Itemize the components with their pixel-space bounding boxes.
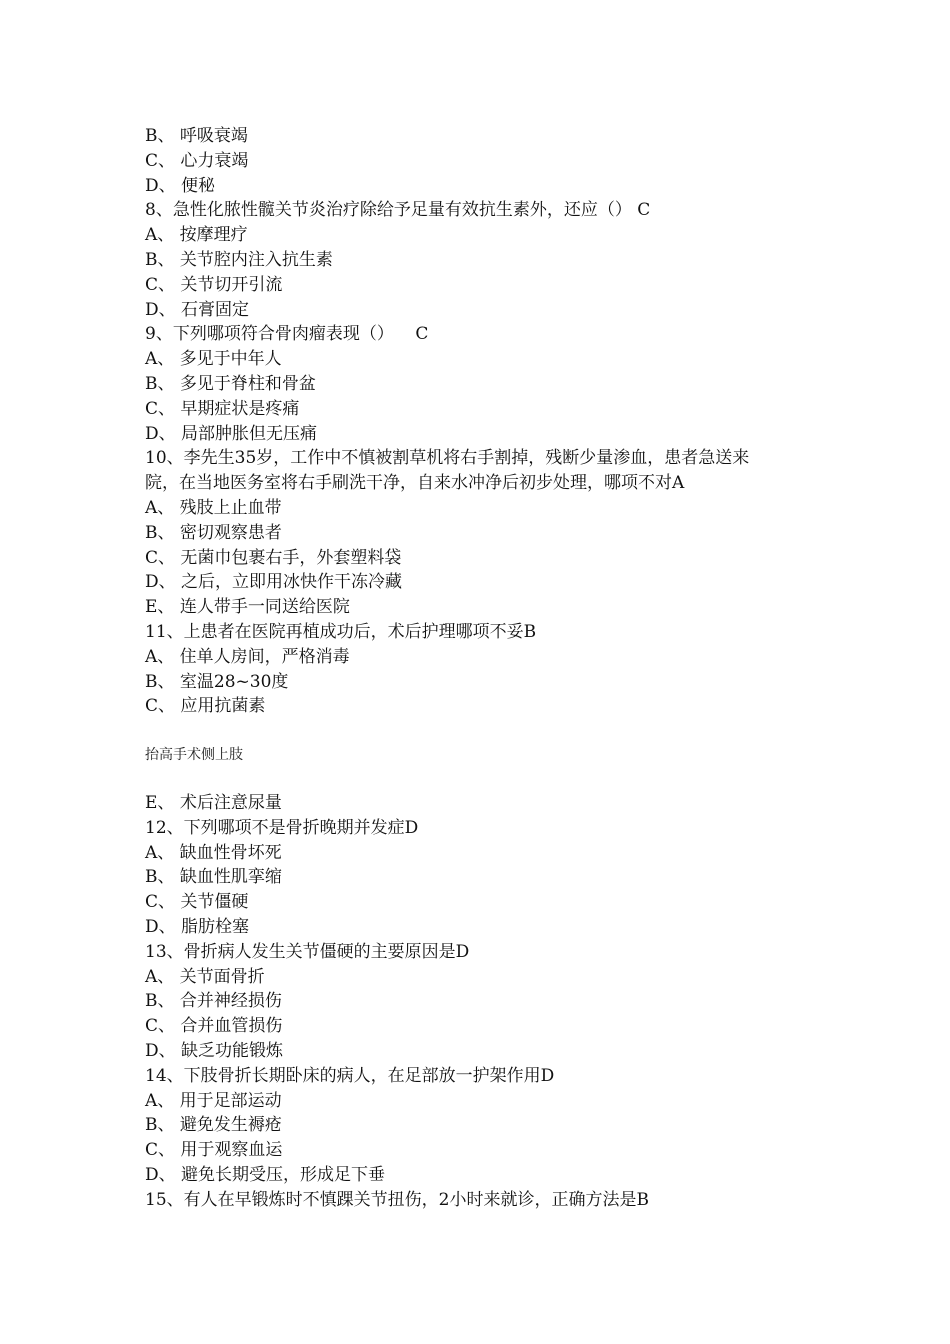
text-line: E、 连人带手一同送给医院 <box>145 597 350 618</box>
text-line: C、 合并血管损伤 <box>145 1016 283 1037</box>
text-line: D、 脂肪栓塞 <box>145 916 250 937</box>
text-line: A、 残肢上止血带 <box>145 497 282 518</box>
question-13: 13、骨折病人发生关节僵硬的主要原因是D <box>145 941 470 962</box>
text-line: D、 便秘 <box>145 175 216 196</box>
text-line: B、 密切观察患者 <box>145 522 282 543</box>
text-line: D、 之后，立即用冰快作干冻冷藏 <box>145 572 403 593</box>
text-line: B、 室温28~30度 <box>145 671 289 692</box>
question-12: 12、下列哪项不是骨折晚期并发症D <box>145 817 419 838</box>
text-line: D、 石膏固定 <box>145 299 250 320</box>
side-note: 抬高手术侧上肢 <box>145 747 243 763</box>
question-block-bottom <box>145 791 845 1213</box>
text-line: C、 关节僵硬 <box>145 892 249 913</box>
text-line: C、 用于观察血运 <box>145 1140 283 1161</box>
question-10-continued: 院，在当地医务室将右手刷洗干净，自来水冲净后初步处理，哪项不对A <box>145 473 685 494</box>
question-14: 14、下肢骨折长期卧床的病人，在足部放一护架作用D <box>145 1065 555 1086</box>
text-line: C、 早期症状是疼痛 <box>145 398 300 419</box>
text-line: B、 关节腔内注入抗生素 <box>145 249 333 270</box>
text-line: B、 避免发生褥疮 <box>145 1115 282 1136</box>
text-line: E、 术后注意尿量 <box>145 793 282 813</box>
question-15: 15、有人在早锻炼时不慎踝关节扭伤，2小时来就诊，正确方法是B <box>145 1189 649 1210</box>
text-line: D、 缺乏功能锻炼 <box>145 1040 284 1061</box>
text-line: A、 住单人房间，严格消毒 <box>145 646 350 667</box>
text-line: D、 避免长期受压，形成足下垂 <box>145 1164 386 1185</box>
text-line: A、 关节面骨折 <box>145 966 265 987</box>
question-8: 8、急性化脓性髋关节炎治疗除给予足量有效抗生素外，还应（） C <box>145 200 651 221</box>
text-line: B、 缺血性肌挛缩 <box>145 867 282 888</box>
text-line: C、 关节切开引流 <box>145 274 283 295</box>
question-11: 11、上患者在医院再植成功后，术后护理哪项不妥B <box>145 621 537 642</box>
text-line: A、 多见于中年人 <box>145 349 282 370</box>
text-line: B、 呼吸衰竭 <box>145 126 248 146</box>
question-10: 10、李先生35岁，工作中不慎被割草机将右手割掉，残断少量渗血，患者急送来 <box>145 448 750 469</box>
text-line: A、 用于足部运动 <box>145 1090 282 1111</box>
text-line: C、 无菌巾包裹右手，外套塑料袋 <box>145 547 402 568</box>
text-line: C、 应用抗菌素 <box>145 696 266 717</box>
text-line: C、 心力衰竭 <box>145 150 249 171</box>
text-line: B、 多见于脊柱和骨盆 <box>145 373 316 394</box>
text-line: D、 局部肿胀但无压痛 <box>145 423 318 444</box>
question-block-top <box>145 124 845 719</box>
question-9: 9、下列哪项符合骨肉瘤表现（） C <box>145 324 429 345</box>
text-line: B、 合并神经损伤 <box>145 991 282 1012</box>
text-line: A、 按摩理疗 <box>145 225 248 246</box>
text-line: A、 缺血性骨坏死 <box>145 842 282 863</box>
